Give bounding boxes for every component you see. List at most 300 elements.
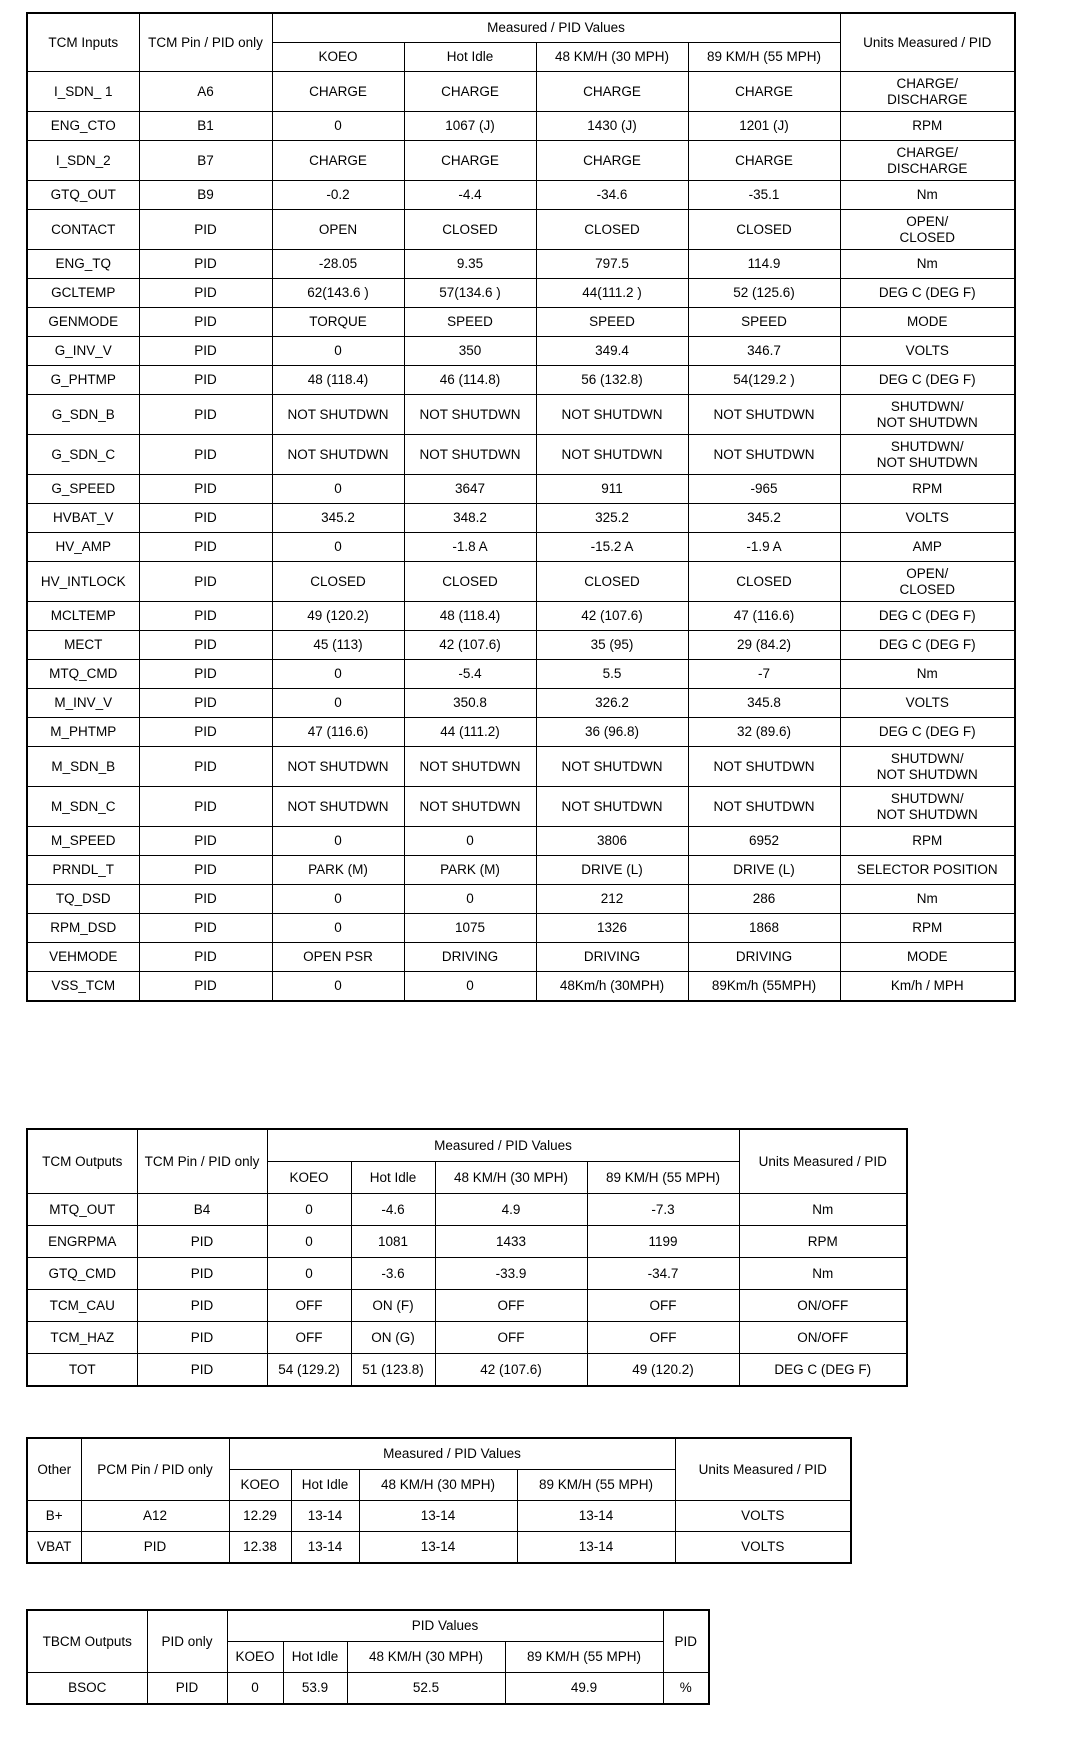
column-header-koeo: KOEO bbox=[229, 1470, 291, 1501]
units-value: Nm bbox=[840, 181, 1015, 210]
value-koeo: 0 bbox=[272, 972, 404, 1002]
value-koeo: 0 bbox=[267, 1226, 351, 1258]
column-header-koeo: KOEO bbox=[227, 1642, 283, 1673]
signal-name: G_SDN_B bbox=[27, 395, 139, 435]
pin-value: PID bbox=[81, 1532, 229, 1564]
signal-name: HVBAT_V bbox=[27, 504, 139, 533]
column-header-tcm-inputs: TCM Inputs bbox=[27, 13, 139, 72]
value-48kmh: 1326 bbox=[536, 914, 688, 943]
signal-name: MECT bbox=[27, 631, 139, 660]
value-89kmh: 13-14 bbox=[517, 1532, 675, 1564]
column-header-48kmh: 48 KM/H (30 MPH) bbox=[359, 1470, 517, 1501]
units-value: AMP bbox=[840, 533, 1015, 562]
pin-value: PID bbox=[139, 533, 272, 562]
value-48kmh: 911 bbox=[536, 475, 688, 504]
units-value: Nm bbox=[840, 250, 1015, 279]
table-row bbox=[27, 337, 1015, 366]
pin-value: PID bbox=[139, 914, 272, 943]
value-koeo: 48 (118.4) bbox=[272, 366, 404, 395]
tcm-outputs-section bbox=[26, 1128, 908, 1387]
value-koeo: -0.2 bbox=[272, 181, 404, 210]
value-koeo: 0 bbox=[272, 475, 404, 504]
column-header-hot-idle: Hot Idle bbox=[291, 1470, 359, 1501]
value-48kmh: OFF bbox=[435, 1290, 587, 1322]
value-48kmh: 1433 bbox=[435, 1226, 587, 1258]
column-header-tcm-outputs: TCM Outputs bbox=[27, 1129, 137, 1194]
value-koeo: CHARGE bbox=[272, 141, 404, 181]
units-value: VOLTS bbox=[840, 689, 1015, 718]
table-row bbox=[27, 533, 1015, 562]
value-48kmh: OFF bbox=[435, 1322, 587, 1354]
units-value: VOLTS bbox=[675, 1532, 851, 1564]
value-48kmh: NOT SHUTDWN bbox=[536, 435, 688, 475]
units-value: CHARGE/ DISCHARGE bbox=[840, 72, 1015, 112]
value-89kmh: 6952 bbox=[688, 827, 840, 856]
value-89kmh: CHARGE bbox=[688, 141, 840, 181]
table-row bbox=[27, 1290, 907, 1322]
signal-name: VSS_TCM bbox=[27, 972, 139, 1002]
value-89kmh: OFF bbox=[587, 1290, 739, 1322]
column-header-pin: PCM Pin / PID only bbox=[81, 1438, 229, 1501]
value-koeo: NOT SHUTDWN bbox=[272, 395, 404, 435]
pin-value: PID bbox=[139, 943, 272, 972]
units-value: VOLTS bbox=[840, 504, 1015, 533]
table-row bbox=[27, 279, 1015, 308]
pin-value: PID bbox=[139, 435, 272, 475]
value-hot-idle: -4.4 bbox=[404, 181, 536, 210]
tcm-inputs-section bbox=[26, 12, 1016, 1002]
value-hot-idle: 0 bbox=[404, 827, 536, 856]
table-row bbox=[27, 856, 1015, 885]
column-header-hot-idle: Hot Idle bbox=[404, 43, 536, 72]
value-hot-idle: 0 bbox=[404, 972, 536, 1002]
value-89kmh: -7 bbox=[688, 660, 840, 689]
table-row bbox=[27, 435, 1015, 475]
value-hot-idle: CLOSED bbox=[404, 210, 536, 250]
tbcm-outputs-section bbox=[26, 1609, 710, 1705]
units-value: DEG C (DEG F) bbox=[840, 279, 1015, 308]
units-value: Nm bbox=[840, 660, 1015, 689]
pin-value: B1 bbox=[139, 112, 272, 141]
value-hot-idle: 48 (118.4) bbox=[404, 602, 536, 631]
value-48kmh: 1430 (J) bbox=[536, 112, 688, 141]
signal-name: BSOC bbox=[27, 1673, 147, 1705]
value-koeo: OPEN PSR bbox=[272, 943, 404, 972]
table-row bbox=[27, 1258, 907, 1290]
table-group-header-row bbox=[27, 13, 1015, 43]
signal-name: GENMODE bbox=[27, 308, 139, 337]
signal-name: B+ bbox=[27, 1501, 81, 1532]
value-48kmh: 212 bbox=[536, 885, 688, 914]
column-header-pid-only: PID only bbox=[147, 1610, 227, 1673]
pin-value: PID bbox=[139, 747, 272, 787]
column-header-89kmh: 89 KM/H (55 MPH) bbox=[505, 1642, 663, 1673]
value-89kmh: 345.8 bbox=[688, 689, 840, 718]
value-48kmh: 5.5 bbox=[536, 660, 688, 689]
table-row bbox=[27, 914, 1015, 943]
signal-name: TCM_HAZ bbox=[27, 1322, 137, 1354]
units-value: SHUTDWN/ NOT SHUTDWN bbox=[840, 395, 1015, 435]
units-value: SHUTDWN/ NOT SHUTDWN bbox=[840, 787, 1015, 827]
table-row bbox=[27, 689, 1015, 718]
signal-name: M_SPEED bbox=[27, 827, 139, 856]
value-48kmh: CLOSED bbox=[536, 210, 688, 250]
value-hot-idle: 348.2 bbox=[404, 504, 536, 533]
value-89kmh: 1868 bbox=[688, 914, 840, 943]
units-value: SHUTDWN/ NOT SHUTDWN bbox=[840, 747, 1015, 787]
value-hot-idle: 42 (107.6) bbox=[404, 631, 536, 660]
units-value: RPM bbox=[840, 914, 1015, 943]
other-table bbox=[26, 1437, 852, 1564]
table-row bbox=[27, 943, 1015, 972]
value-48kmh: 325.2 bbox=[536, 504, 688, 533]
value-hot-idle: -3.6 bbox=[351, 1258, 435, 1290]
value-89kmh: 49 (120.2) bbox=[587, 1354, 739, 1387]
pin-value: PID bbox=[147, 1673, 227, 1705]
value-hot-idle: 1081 bbox=[351, 1226, 435, 1258]
column-header-89kmh: 89 KM/H (55 MPH) bbox=[517, 1470, 675, 1501]
signal-name: M_PHTMP bbox=[27, 718, 139, 747]
pin-value: PID bbox=[139, 562, 272, 602]
pin-value: PID bbox=[137, 1322, 267, 1354]
units-value: MODE bbox=[840, 943, 1015, 972]
table-row bbox=[27, 395, 1015, 435]
signal-name: VEHMODE bbox=[27, 943, 139, 972]
value-hot-idle: 53.9 bbox=[283, 1673, 347, 1705]
units-value: RPM bbox=[840, 827, 1015, 856]
table-row bbox=[27, 885, 1015, 914]
units-value: Nm bbox=[739, 1258, 907, 1290]
value-hot-idle: 46 (114.8) bbox=[404, 366, 536, 395]
signal-name: ENG_CTO bbox=[27, 112, 139, 141]
table-row bbox=[27, 747, 1015, 787]
value-89kmh: 345.2 bbox=[688, 504, 840, 533]
pin-value: PID bbox=[139, 366, 272, 395]
units-value: SELECTOR POSITION bbox=[840, 856, 1015, 885]
pin-value: PID bbox=[137, 1354, 267, 1387]
value-89kmh: NOT SHUTDWN bbox=[688, 787, 840, 827]
column-header-units: Units Measured / PID bbox=[675, 1438, 851, 1501]
value-hot-idle: CHARGE bbox=[404, 72, 536, 112]
signal-name: RPM_DSD bbox=[27, 914, 139, 943]
column-header-48kmh: 48 KM/H (30 MPH) bbox=[347, 1642, 505, 1673]
units-value: RPM bbox=[739, 1226, 907, 1258]
table-row bbox=[27, 1501, 851, 1532]
value-koeo: OFF bbox=[267, 1322, 351, 1354]
value-koeo: NOT SHUTDWN bbox=[272, 787, 404, 827]
signal-name: ENGRPMA bbox=[27, 1226, 137, 1258]
units-value: Nm bbox=[739, 1194, 907, 1226]
value-89kmh: NOT SHUTDWN bbox=[688, 747, 840, 787]
group-header-pid-values: PID Values bbox=[227, 1610, 663, 1642]
pin-value: PID bbox=[139, 210, 272, 250]
value-48kmh: -33.9 bbox=[435, 1258, 587, 1290]
units-value: SHUTDWN/ NOT SHUTDWN bbox=[840, 435, 1015, 475]
value-89kmh: 47 (116.6) bbox=[688, 602, 840, 631]
value-89kmh: DRIVING bbox=[688, 943, 840, 972]
value-89kmh: -7.3 bbox=[587, 1194, 739, 1226]
pin-value: PID bbox=[139, 250, 272, 279]
units-value: ON/OFF bbox=[739, 1290, 907, 1322]
value-89kmh: SPEED bbox=[688, 308, 840, 337]
value-hot-idle: -1.8 A bbox=[404, 533, 536, 562]
pin-value: PID bbox=[139, 475, 272, 504]
pin-value: B7 bbox=[139, 141, 272, 181]
signal-name: M_SDN_C bbox=[27, 787, 139, 827]
pin-value: A12 bbox=[81, 1501, 229, 1532]
value-hot-idle: 13-14 bbox=[291, 1532, 359, 1564]
signal-name: M_INV_V bbox=[27, 689, 139, 718]
value-48kmh: 13-14 bbox=[359, 1532, 517, 1564]
signal-name: MTQ_OUT bbox=[27, 1194, 137, 1226]
table-row bbox=[27, 366, 1015, 395]
signal-name: M_SDN_B bbox=[27, 747, 139, 787]
table-row bbox=[27, 631, 1015, 660]
table-row bbox=[27, 1532, 851, 1564]
value-koeo: 0 bbox=[272, 337, 404, 366]
value-48kmh: 42 (107.6) bbox=[435, 1354, 587, 1387]
signal-name: G_INV_V bbox=[27, 337, 139, 366]
pin-value: PID bbox=[139, 689, 272, 718]
value-koeo: 0 bbox=[227, 1673, 283, 1705]
value-hot-idle: ON (F) bbox=[351, 1290, 435, 1322]
signal-name: ENG_TQ bbox=[27, 250, 139, 279]
value-hot-idle: PARK (M) bbox=[404, 856, 536, 885]
pin-value: PID bbox=[137, 1290, 267, 1322]
group-header-measured-pid-values: Measured / PID Values bbox=[229, 1438, 675, 1470]
value-koeo: CLOSED bbox=[272, 562, 404, 602]
signal-name: G_SPEED bbox=[27, 475, 139, 504]
column-header-units: Units Measured / PID bbox=[739, 1129, 907, 1194]
value-89kmh: -965 bbox=[688, 475, 840, 504]
units-value: % bbox=[663, 1673, 709, 1705]
value-48kmh: -34.6 bbox=[536, 181, 688, 210]
column-header-89kmh: 89 KM/H (55 MPH) bbox=[688, 43, 840, 72]
table-row bbox=[27, 602, 1015, 631]
value-48kmh: CHARGE bbox=[536, 72, 688, 112]
signal-name: G_SDN_C bbox=[27, 435, 139, 475]
units-value: VOLTS bbox=[840, 337, 1015, 366]
group-header-measured-pid-values: Measured / PID Values bbox=[272, 13, 840, 43]
pin-value: B9 bbox=[139, 181, 272, 210]
units-value: DEG C (DEG F) bbox=[739, 1354, 907, 1387]
table-row bbox=[27, 1354, 907, 1387]
value-hot-idle: 9.35 bbox=[404, 250, 536, 279]
value-48kmh: 56 (132.8) bbox=[536, 366, 688, 395]
pin-value: PID bbox=[139, 279, 272, 308]
value-89kmh: 13-14 bbox=[517, 1501, 675, 1532]
value-koeo: 0 bbox=[272, 112, 404, 141]
value-48kmh: 13-14 bbox=[359, 1501, 517, 1532]
units-value: DEG C (DEG F) bbox=[840, 718, 1015, 747]
table-row bbox=[27, 718, 1015, 747]
signal-name: HV_AMP bbox=[27, 533, 139, 562]
signal-name: GCLTEMP bbox=[27, 279, 139, 308]
value-hot-idle: CLOSED bbox=[404, 562, 536, 602]
value-48kmh: -15.2 A bbox=[536, 533, 688, 562]
units-value: DEG C (DEG F) bbox=[840, 366, 1015, 395]
pin-value: PID bbox=[139, 660, 272, 689]
value-koeo: PARK (M) bbox=[272, 856, 404, 885]
pin-value: PID bbox=[139, 602, 272, 631]
value-89kmh: OFF bbox=[587, 1322, 739, 1354]
value-48kmh: 48Km/h (30MPH) bbox=[536, 972, 688, 1002]
signal-name: TOT bbox=[27, 1354, 137, 1387]
value-89kmh: 49.9 bbox=[505, 1673, 663, 1705]
signal-name: I_SDN_ 1 bbox=[27, 72, 139, 112]
value-48kmh: 326.2 bbox=[536, 689, 688, 718]
units-value: Nm bbox=[840, 885, 1015, 914]
value-hot-idle: 3647 bbox=[404, 475, 536, 504]
value-48kmh: NOT SHUTDWN bbox=[536, 747, 688, 787]
value-48kmh: 349.4 bbox=[536, 337, 688, 366]
units-value: RPM bbox=[840, 112, 1015, 141]
signal-name: MCLTEMP bbox=[27, 602, 139, 631]
table-row bbox=[27, 827, 1015, 856]
pin-value: PID bbox=[137, 1258, 267, 1290]
other-section bbox=[26, 1437, 852, 1564]
value-koeo: NOT SHUTDWN bbox=[272, 747, 404, 787]
signal-name: HV_INTLOCK bbox=[27, 562, 139, 602]
pin-value: PID bbox=[139, 856, 272, 885]
value-89kmh: 29 (84.2) bbox=[688, 631, 840, 660]
column-header-48kmh: 48 KM/H (30 MPH) bbox=[536, 43, 688, 72]
value-48kmh: 36 (96.8) bbox=[536, 718, 688, 747]
value-hot-idle: -4.6 bbox=[351, 1194, 435, 1226]
group-header-measured-pid-values: Measured / PID Values bbox=[267, 1129, 739, 1162]
value-48kmh: CHARGE bbox=[536, 141, 688, 181]
column-header-48kmh: 48 KM/H (30 MPH) bbox=[435, 1162, 587, 1194]
value-89kmh: DRIVE (L) bbox=[688, 856, 840, 885]
column-header-pid: PID bbox=[663, 1610, 709, 1673]
value-hot-idle: NOT SHUTDWN bbox=[404, 435, 536, 475]
tcm-outputs-table bbox=[26, 1128, 908, 1387]
value-48kmh: 42 (107.6) bbox=[536, 602, 688, 631]
column-header-koeo: KOEO bbox=[272, 43, 404, 72]
signal-name: CONTACT bbox=[27, 210, 139, 250]
value-89kmh: 52 (125.6) bbox=[688, 279, 840, 308]
value-hot-idle: 44 (111.2) bbox=[404, 718, 536, 747]
value-48kmh: 4.9 bbox=[435, 1194, 587, 1226]
table-row bbox=[27, 504, 1015, 533]
value-48kmh: 797.5 bbox=[536, 250, 688, 279]
value-hot-idle: NOT SHUTDWN bbox=[404, 747, 536, 787]
value-koeo: 45 (113) bbox=[272, 631, 404, 660]
pin-value: PID bbox=[139, 504, 272, 533]
pin-value: PID bbox=[139, 787, 272, 827]
value-89kmh: NOT SHUTDWN bbox=[688, 395, 840, 435]
value-koeo: 0 bbox=[272, 914, 404, 943]
value-koeo: OPEN bbox=[272, 210, 404, 250]
value-koeo: OFF bbox=[267, 1290, 351, 1322]
value-89kmh: NOT SHUTDWN bbox=[688, 435, 840, 475]
value-hot-idle: 350 bbox=[404, 337, 536, 366]
table-row bbox=[27, 210, 1015, 250]
value-koeo: 54 (129.2) bbox=[267, 1354, 351, 1387]
value-hot-idle: 0 bbox=[404, 885, 536, 914]
table-row bbox=[27, 787, 1015, 827]
column-header-hot-idle: Hot Idle bbox=[351, 1162, 435, 1194]
value-89kmh: CLOSED bbox=[688, 562, 840, 602]
value-48kmh: 44(111.2 ) bbox=[536, 279, 688, 308]
value-koeo: 47 (116.6) bbox=[272, 718, 404, 747]
table-group-header-row bbox=[27, 1129, 907, 1162]
table-row bbox=[27, 972, 1015, 1002]
value-48kmh: DRIVING bbox=[536, 943, 688, 972]
table-row bbox=[27, 562, 1015, 602]
value-hot-idle: NOT SHUTDWN bbox=[404, 395, 536, 435]
pin-value: PID bbox=[139, 827, 272, 856]
value-89kmh: 114.9 bbox=[688, 250, 840, 279]
table-row bbox=[27, 660, 1015, 689]
value-koeo: 345.2 bbox=[272, 504, 404, 533]
units-value: Km/h / MPH bbox=[840, 972, 1015, 1002]
value-89kmh: 89Km/h (55MPH) bbox=[688, 972, 840, 1002]
pin-value: PID bbox=[139, 395, 272, 435]
value-hot-idle: CHARGE bbox=[404, 141, 536, 181]
table-row bbox=[27, 181, 1015, 210]
value-48kmh: 3806 bbox=[536, 827, 688, 856]
value-89kmh: -1.9 A bbox=[688, 533, 840, 562]
table-row bbox=[27, 72, 1015, 112]
pin-value: PID bbox=[139, 885, 272, 914]
signal-name: GTQ_CMD bbox=[27, 1258, 137, 1290]
value-hot-idle: 1075 bbox=[404, 914, 536, 943]
pin-value: PID bbox=[139, 631, 272, 660]
column-header-tbcm-outputs: TBCM Outputs bbox=[27, 1610, 147, 1673]
value-hot-idle: NOT SHUTDWN bbox=[404, 787, 536, 827]
signal-name: VBAT bbox=[27, 1532, 81, 1564]
value-hot-idle: SPEED bbox=[404, 308, 536, 337]
value-48kmh: NOT SHUTDWN bbox=[536, 395, 688, 435]
units-value: CHARGE/ DISCHARGE bbox=[840, 141, 1015, 181]
signal-name: G_PHTMP bbox=[27, 366, 139, 395]
signal-name: PRNDL_T bbox=[27, 856, 139, 885]
signal-name: TCM_CAU bbox=[27, 1290, 137, 1322]
table-row bbox=[27, 1673, 709, 1705]
pin-value: PID bbox=[139, 337, 272, 366]
value-48kmh: 52.5 bbox=[347, 1673, 505, 1705]
value-koeo: 0 bbox=[272, 885, 404, 914]
value-koeo: 0 bbox=[272, 827, 404, 856]
units-value: VOLTS bbox=[675, 1501, 851, 1532]
units-value: DEG C (DEG F) bbox=[840, 602, 1015, 631]
value-89kmh: CLOSED bbox=[688, 210, 840, 250]
table-group-header-row bbox=[27, 1610, 709, 1642]
value-48kmh: NOT SHUTDWN bbox=[536, 787, 688, 827]
value-48kmh: DRIVE (L) bbox=[536, 856, 688, 885]
pin-value: B4 bbox=[137, 1194, 267, 1226]
value-koeo: 0 bbox=[267, 1194, 351, 1226]
value-89kmh: 286 bbox=[688, 885, 840, 914]
units-value: OPEN/ CLOSED bbox=[840, 562, 1015, 602]
value-koeo: 12.29 bbox=[229, 1501, 291, 1532]
pin-value: PID bbox=[139, 308, 272, 337]
value-89kmh: 1201 (J) bbox=[688, 112, 840, 141]
value-koeo: 62(143.6 ) bbox=[272, 279, 404, 308]
value-koeo: 49 (120.2) bbox=[272, 602, 404, 631]
units-value: OPEN/ CLOSED bbox=[840, 210, 1015, 250]
column-header-koeo: KOEO bbox=[267, 1162, 351, 1194]
column-header-other: Other bbox=[27, 1438, 81, 1501]
value-89kmh: 346.7 bbox=[688, 337, 840, 366]
column-header-pin: TCM Pin / PID only bbox=[137, 1129, 267, 1194]
table-row bbox=[27, 1322, 907, 1354]
units-value: DEG C (DEG F) bbox=[840, 631, 1015, 660]
value-48kmh: CLOSED bbox=[536, 562, 688, 602]
table-row bbox=[27, 141, 1015, 181]
column-header-89kmh: 89 KM/H (55 MPH) bbox=[587, 1162, 739, 1194]
